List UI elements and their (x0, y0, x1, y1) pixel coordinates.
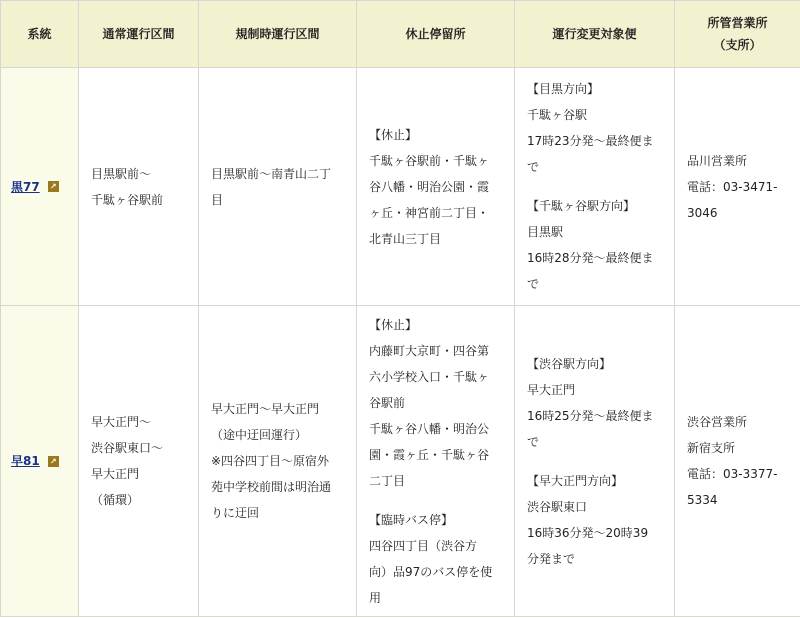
stops-line: 谷八幡・明治公園・霞 (369, 179, 490, 194)
changes-line: で (527, 160, 540, 174)
office-line: 5334 (687, 493, 718, 507)
normal-section-cell (79, 68, 199, 306)
office-line: 品川営業所 (687, 153, 748, 168)
normal-line: 千駄ヶ谷駅前 (91, 192, 164, 207)
office-line: 渋谷営業所 (687, 415, 748, 429)
stops-line: 二丁目 (369, 473, 406, 488)
changes-line: 【渋谷駅方向】 (527, 356, 612, 371)
stops-line: ヶ丘・神宮前二丁目・ (369, 205, 490, 220)
changes-line: 目黒駅 (527, 225, 564, 239)
changes-line: で (527, 434, 540, 449)
changes-line: 17時23分発～最終便ま (527, 134, 654, 148)
stops-line: 園・霞ヶ丘・千駄ヶ谷 (369, 447, 490, 462)
route-name[interactable]: 早81 (11, 454, 40, 468)
stops-line: 北青山三丁目 (369, 231, 442, 246)
route-cell (1, 68, 79, 306)
restricted-line: ※四谷四丁目～原宿外 (211, 454, 330, 468)
normal-line: （循環） (91, 493, 140, 507)
normal-line: 早大正門～ (91, 415, 152, 429)
restricted-section-cell (199, 68, 357, 306)
header-normal-section: 通常運行区間 (79, 1, 199, 68)
header-restricted-section: 規制時運行区間 (199, 1, 357, 68)
stops-line: 用 (369, 590, 382, 605)
header-route: 系統 (1, 1, 79, 68)
normal-line: 早大正門 (91, 467, 140, 481)
restricted-line: 苑中学校前間は明治通 (211, 480, 332, 494)
header-changed-services: 運行変更対象便 (515, 1, 675, 68)
changes-line: 16時28分発～最終便ま (527, 251, 654, 265)
restricted-line: （途中迂回運行） (211, 428, 308, 442)
route-cell (1, 306, 79, 617)
changes-line: 早大正門 (527, 382, 576, 397)
stops-line: 六小学校入口・千駄ヶ (369, 369, 490, 384)
header-row (1, 1, 800, 68)
stops-line: 千駄ヶ谷八幡・明治公 (369, 421, 490, 436)
spacer (369, 494, 514, 507)
changed-services-cell (515, 306, 675, 617)
office-line: 3046 (687, 205, 718, 220)
spacer (527, 180, 674, 193)
suspended-stops-cell (357, 306, 515, 617)
stops-line: 【臨時バス停】 (369, 512, 454, 527)
spacer (527, 455, 674, 468)
changed-services-cell (515, 68, 675, 306)
external-link-icon: ↗ (48, 456, 59, 467)
changes-line: 分発まで (527, 551, 576, 566)
changes-line: 渋谷駅東口 (527, 499, 588, 514)
stops-line: 【休止】 (369, 317, 418, 332)
stops-line: 谷駅前 (369, 395, 406, 410)
office-line: 電話：03-3377- (687, 467, 778, 481)
normal-line: 目黒駅前～ (91, 166, 152, 181)
header-office-line1: 所管営業所 (707, 16, 768, 30)
table-row (1, 306, 800, 617)
stops-line: 内藤町大京町・四谷第 (369, 343, 490, 358)
normal-line: 渋谷駅東口～ (91, 441, 164, 455)
stops-line: 【休止】 (369, 127, 418, 142)
restricted-line: 目 (211, 192, 224, 207)
changes-line: 【目黒方向】 (527, 82, 600, 96)
header-office (675, 1, 800, 68)
route-name[interactable]: 黒77 (11, 179, 40, 194)
external-link-icon: ↗ (48, 181, 59, 192)
table-row (1, 68, 800, 306)
header-office-line2: （支所） (713, 38, 762, 52)
restricted-section-cell (199, 306, 357, 617)
changes-line: 16時25分発～最終便ま (527, 408, 654, 423)
office-cell (675, 68, 800, 306)
restricted-line: りに迂回 (211, 506, 260, 520)
changes-line: 【早大正門方向】 (527, 473, 624, 488)
stops-line: 向）品97のバス停を使 (369, 564, 493, 579)
changes-line: 【千駄ヶ谷駅方向】 (527, 199, 636, 213)
changes-line: で (527, 277, 540, 291)
changes-line: 千駄ヶ谷駅 (527, 108, 588, 122)
changes-line: 16時36分発～20時39 (527, 525, 649, 540)
office-line: 電話：03-3471- (687, 179, 778, 194)
stops-line: 四谷四丁目（渋谷方 (369, 538, 478, 553)
route-link[interactable] (11, 448, 59, 474)
restricted-line: 早大正門～早大正門 (211, 402, 320, 416)
restricted-line: 目黒駅前～南青山二丁 (211, 166, 332, 181)
route-link[interactable] (11, 174, 59, 200)
suspended-stops-cell (357, 68, 515, 306)
header-suspended-stops: 休止停留所 (357, 1, 515, 68)
office-cell (675, 306, 800, 617)
office-line: 新宿支所 (687, 441, 736, 455)
stops-line: 千駄ヶ谷駅前・千駄ヶ (369, 153, 490, 168)
normal-section-cell (79, 306, 199, 617)
